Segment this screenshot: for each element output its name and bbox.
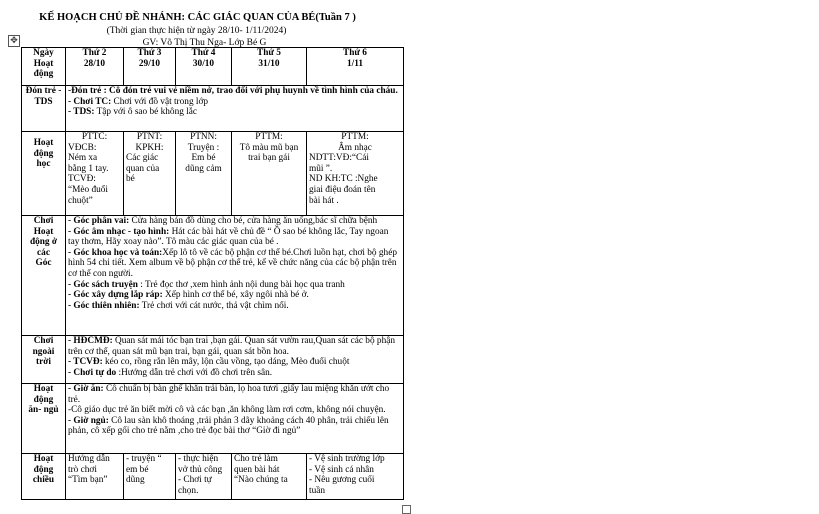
row-label-text: động — [33, 464, 54, 475]
row-label-text: ăn- ngủ — [28, 405, 59, 416]
row-label-text: động ở — [29, 237, 58, 248]
afternoon-line: - thực hiện — [178, 454, 219, 464]
row-chieu — [22, 454, 404, 500]
lesson-cell-fri — [307, 132, 404, 216]
day-header-fri — [307, 48, 404, 86]
lesson-line: chuột” — [68, 195, 93, 206]
row-label-text: Chơi — [33, 336, 54, 346]
afternoon-line: dũng — [126, 475, 145, 486]
corner-line: Hoạt — [33, 58, 54, 69]
afternoon-line: “Tìm bạn” — [68, 475, 108, 486]
afternoon-line: - truyện “ — [126, 454, 162, 464]
don-tre-content — [66, 86, 404, 132]
content-text: Cửa hàng bán đồ dùng cho bé, cửa hàng ăn uống,bác sĩ chữa bệnh — [129, 216, 378, 226]
row-don-tre — [22, 86, 404, 132]
day-date: 30/10 — [192, 58, 215, 69]
plan-title — [0, 12, 819, 23]
afternoon-cell-tue — [124, 454, 176, 500]
content-bold: - Góc sách truyện — [68, 279, 138, 290]
content-line — [68, 301, 401, 312]
lesson-line: bé — [126, 174, 135, 185]
plan-title-text: KẾ HOẠCH CHỦ ĐỀ NHÁNH: CÁC GIÁC QUAN CỦA BÉ(Tuần 7 ) — [39, 12, 356, 23]
corner-cell — [22, 48, 66, 86]
day-date: 29/10 — [138, 58, 161, 69]
plan-time-text: (Thời gian thực hiện từ ngày 28/10- 1/11/2024) — [106, 26, 287, 36]
afternoon-line: - Nêu gương cuối — [309, 475, 375, 486]
corner-line: động — [33, 69, 54, 80]
content-bold: - Góc xây dựng lắp ráp: — [68, 290, 163, 301]
content-bold: - Giờ ăn: — [68, 384, 104, 394]
afternoon-line: tuần — [309, 485, 326, 496]
afternoon-line: Hướng dẫn — [68, 454, 110, 464]
content-text: Cô lau sàn khô thoáng ,trải phản 3 dãy khoảng cách 40 phân, trải chiếu lên phản, cô xếp gối cho trẻ nằm ,cho trẻ đọc bài thơ “Giờ đi ngủ” — [68, 415, 389, 437]
content-text: Hát các bài hát về chủ đề “ Ồ sao bé không lắc, Tay ngoan tay thơm, Hãy xoay nào”. Tô màu các giác quan của bé . — [68, 226, 389, 248]
lesson-line: VĐCB: — [68, 142, 97, 153]
afternoon-cell-mon — [66, 454, 124, 500]
goc-content — [66, 216, 404, 336]
afternoon-line: trò chơi — [68, 464, 97, 475]
content-line — [68, 97, 401, 108]
content-bold: - Chơi tự do — [68, 367, 117, 378]
lesson-line: quan của — [126, 163, 160, 174]
content-line — [68, 227, 401, 248]
lesson-line: Em bé — [191, 153, 216, 164]
afternoon-line: “Nào chúng ta — [234, 475, 288, 486]
row-label-text: Hoạt — [33, 138, 54, 148]
content-bold: - Góc âm nhạc - tạo hình: — [68, 226, 170, 237]
afternoon-cell-fri — [307, 454, 404, 500]
day-name: Thứ 6 — [343, 48, 367, 58]
lesson-line: NDTT:VĐ:“Cái — [309, 153, 369, 164]
content-line — [68, 384, 401, 405]
lesson-line: Các giác — [126, 153, 159, 164]
afternoon-line: Cho trẻ làm — [234, 454, 278, 464]
content-line — [68, 290, 401, 301]
afternoon-line: quen bài hát — [234, 464, 280, 475]
content-line — [68, 336, 401, 357]
row-label-hoat-dong-hoc — [22, 132, 66, 216]
afternoon-line: - Vệ sinh cá nhân — [309, 464, 374, 475]
afternoon-line: - Chơi tự — [178, 475, 212, 486]
plan-time — [0, 26, 819, 36]
content-line — [68, 216, 401, 227]
row-label-text: các — [37, 247, 50, 258]
lesson-line: trai bạn gái — [248, 153, 290, 164]
lesson-title: PTNT: — [136, 132, 163, 142]
lesson-cell-wed — [176, 132, 232, 216]
lesson-title: PTTM: — [255, 132, 283, 142]
afternoon-line: chọn. — [178, 485, 199, 496]
day-header-mon — [66, 48, 124, 86]
lesson-title: PTNN: — [190, 132, 217, 142]
resize-handle-icon[interactable] — [402, 505, 411, 514]
row-label-text: ngoài — [32, 346, 55, 357]
plan-teacher-text: GV: Võ Thị Thu Nga- Lớp Bé G — [142, 38, 267, 48]
row-label-text: trời — [36, 357, 51, 368]
content-text: : Trẻ đọc thơ ,xem hình ảnh nội dung bài học qua tranh — [137, 279, 345, 290]
lesson-title: PTTM: — [341, 132, 369, 142]
day-date: 1/11 — [346, 58, 363, 69]
day-header-tue — [124, 48, 176, 86]
row-an-ngu — [22, 384, 404, 454]
content-bold: - Góc phân vai: — [68, 216, 130, 226]
content-text: :Hướng dẫn trẻ chơi với đồ chơi trên sân. — [116, 367, 273, 378]
row-label-text: động — [33, 394, 54, 405]
row-label-text: Chơi — [33, 216, 54, 226]
lesson-line: giai điệu đoán tên — [309, 184, 376, 195]
ngoai-troi-content — [66, 336, 404, 384]
row-goc — [22, 216, 404, 336]
lesson-line: dũng cảm — [185, 163, 222, 174]
lesson-line: bài hát . — [309, 195, 339, 206]
content-text: Xếp hình cơ thể bé, xây ngôi nhà bé ở. — [162, 290, 309, 301]
lesson-line: Truyện : — [187, 142, 220, 153]
lesson-line: Tô màu mũ bạn — [239, 142, 299, 153]
content-line — [68, 248, 401, 280]
content-bold: - HĐCMĐ: — [68, 336, 113, 346]
lesson-line: Âm nhạc — [338, 142, 372, 153]
content-line — [68, 357, 401, 368]
row-label-text: Hoạt — [33, 226, 54, 237]
content-line — [68, 107, 401, 118]
an-ngu-content — [66, 384, 404, 454]
content-line — [68, 280, 401, 291]
row-label-text: động — [33, 148, 54, 159]
content-bold: - TCVĐ: — [68, 357, 103, 368]
row-label-text: chiều — [32, 475, 55, 486]
lesson-line: TCVĐ: — [68, 174, 96, 185]
content-bold: - Góc khoa học và toán: — [68, 247, 163, 258]
day-date: 31/10 — [258, 58, 280, 69]
content-line — [68, 86, 401, 97]
content-bold: -Đón trẻ : Cô đón trẻ vui vẻ niềm nở, trao đổi với phụ huynh về tình hình của cháu. — [68, 86, 398, 96]
row-label-text: học — [36, 159, 51, 170]
row-label-text: Hoạt — [33, 384, 54, 394]
content-text: Tập với ô sao bé không lắc — [94, 107, 198, 118]
content-text: kéo co, rồng rắn lên mây, lộn cầu vồng, tạo dáng, Mèo đuổi chuột — [102, 357, 350, 368]
row-label-text: Góc — [35, 258, 52, 269]
content-text: Cô chuẩn bị bàn ghế khăn trải bàn, lọ hoa tươi ,giấy lau miệng khăn ướt cho trẻ. — [68, 384, 390, 405]
row-label-goc — [22, 216, 66, 336]
day-name: Thứ 5 — [257, 48, 281, 58]
row-label-an-ngu — [22, 384, 66, 454]
row-ngoai-troi — [22, 336, 404, 384]
lesson-line: “Mèo đuổi — [68, 184, 109, 195]
row-label-don-tre — [22, 86, 66, 132]
lesson-line: mũi ”. — [309, 163, 333, 174]
row-label-text: Hoạt — [33, 454, 54, 464]
row-hoat-dong-hoc — [22, 132, 404, 216]
row-label-ngoai-troi — [22, 336, 66, 384]
day-date: 28/10 — [83, 58, 106, 69]
afternoon-line: em bé — [126, 464, 149, 475]
afternoon-cell-thu — [232, 454, 307, 500]
content-line — [68, 368, 401, 379]
day-name: Thứ 4 — [191, 48, 216, 58]
weekly-plan-table — [21, 47, 404, 500]
content-bold: - Góc thiên nhiên: — [68, 300, 140, 311]
content-bold: - Chơi TC: — [68, 96, 112, 107]
day-name: Thứ 3 — [137, 48, 162, 58]
content-text: Quan sát mái tóc bạn trai ,bạn gái. Quan sát vườn rau,Quan sát các bộ phận trên cơ thể, quan sát mũ bạn trai, bạn gái, quan sát bồn hoa. — [68, 336, 395, 357]
content-line — [68, 416, 401, 437]
content-line — [68, 405, 401, 416]
day-name: Thứ 2 — [82, 48, 107, 58]
lesson-line: ND KH:TC :Nghe — [309, 174, 378, 185]
lesson-cell-tue — [124, 132, 176, 216]
content-bold: - Giờ ngủ: — [68, 415, 109, 426]
content-text: -Cô giáo dục trẻ ăn biết mời cô và các bạn ,ăn không làm rơi cơm, không nói chuyện. — [68, 405, 386, 416]
content-bold: - TDS: — [68, 107, 95, 118]
lesson-cell-thu — [232, 132, 307, 216]
lesson-cell-mon — [66, 132, 124, 216]
afternoon-cell-wed — [176, 454, 232, 500]
lesson-line: bằng 1 tay. — [68, 163, 109, 174]
lesson-line: KPKH: — [135, 142, 164, 153]
lesson-title: PTTC: — [81, 132, 108, 142]
row-label-chieu — [22, 454, 66, 500]
content-text: Trẻ chơi với cát nước, thả vật chìm nổi. — [139, 300, 289, 311]
day-header-wed — [176, 48, 232, 86]
content-text: Xếp lô tô về các bộ phận cơ thể bé.Chơi luồn hạt, chơi bộ ghép hình 54 chi tiết. Xem album về bộ phận cơ thể trẻ, kể về chức năng của các bộ phận trên cơ thể con người. — [68, 247, 397, 279]
move-handle-icon[interactable]: ✥ — [8, 35, 20, 47]
header-row — [22, 48, 404, 86]
lesson-line: Ném xa — [68, 153, 98, 164]
day-header-thu — [232, 48, 307, 86]
content-text: Chơi với đồ vật trong lớp — [111, 96, 209, 107]
afternoon-line: - Vệ sinh trường lớp — [309, 454, 385, 464]
row-label-text: Đón trẻ -TDS — [25, 86, 62, 107]
corner-line: Ngày — [33, 48, 54, 58]
afternoon-line: vở thủ công — [178, 464, 223, 475]
